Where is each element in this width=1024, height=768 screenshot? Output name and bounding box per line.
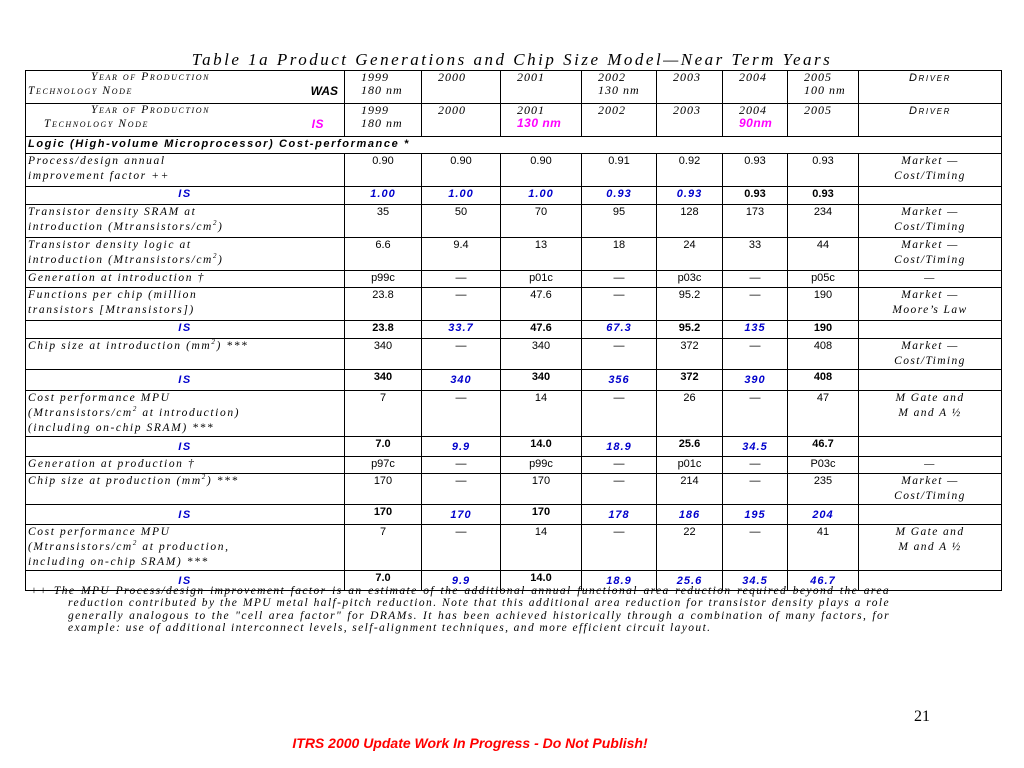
table-row: [26, 271, 1002, 288]
row-label: Generation at introduction †: [26, 271, 345, 288]
table-cell: —: [723, 288, 788, 321]
table-cell: 18.9: [582, 437, 657, 457]
row-label: [26, 474, 345, 505]
table-cell: 7.0: [345, 571, 422, 591]
text-fragment: 2005: [804, 103, 832, 117]
text-fragment: Market —: [901, 239, 959, 251]
table-cell: IS: [26, 187, 345, 205]
table-cell: 95: [582, 205, 657, 238]
table-cell: 234: [788, 205, 859, 238]
text-fragment: M Gate and: [895, 392, 965, 404]
table-cell: 33.7: [422, 321, 501, 339]
table-cell: 6.6: [345, 238, 422, 271]
page-number: 21: [914, 708, 930, 725]
table-cell: —: [582, 525, 657, 571]
table-title: Table 1a Product Generations and Chip Size Model—Near Term Years: [191, 50, 833, 69]
table-cell: —: [422, 339, 501, 370]
text-fragment: 2001: [517, 70, 545, 84]
section-row: [26, 137, 1002, 154]
table-cell: IS: [26, 437, 345, 457]
table-cell: 24: [657, 238, 723, 271]
row-label: [26, 391, 345, 437]
table-cell: 340: [422, 370, 501, 391]
driver-cell: [859, 525, 1002, 571]
table-row: [26, 288, 1002, 321]
table-row: [26, 154, 1002, 187]
table-cell: —: [723, 339, 788, 370]
year-cell: [657, 71, 723, 104]
table-cell: 372: [657, 370, 723, 391]
table-cell: p99c: [501, 457, 582, 474]
table-cell: IS: [26, 370, 345, 391]
table-cell: 7.0: [345, 437, 422, 457]
text-fragment: Market —: [901, 289, 959, 301]
table-cell: 186: [657, 505, 723, 525]
table-cell: 170: [345, 505, 422, 525]
table-cell: 26: [657, 391, 723, 437]
table-cell: 0.93: [723, 187, 788, 205]
driver-cell: [859, 238, 1002, 271]
text-fragment: ) ***: [206, 475, 239, 487]
table-cell: 204: [788, 505, 859, 525]
text-fragment: Cost/Timing: [894, 221, 966, 233]
table-cell: —: [582, 339, 657, 370]
text-fragment: 1999: [361, 70, 389, 84]
text-fragment: at introduction): [137, 407, 241, 419]
text-fragment: 2003: [673, 70, 701, 84]
header-label-is: [26, 104, 345, 137]
is-row: [26, 437, 1002, 457]
table-cell: 0.90: [501, 154, 582, 187]
table-cell: 340: [345, 339, 422, 370]
text-fragment: 2000: [438, 70, 466, 84]
technology-node-label: Technology Node: [28, 85, 133, 97]
table-cell: 41: [788, 525, 859, 571]
table-cell: —: [723, 271, 788, 288]
table-cell: —: [723, 525, 788, 571]
table-cell: 47.6: [501, 321, 582, 339]
text-fragment: M Gate and: [895, 526, 965, 538]
table-cell: —: [422, 288, 501, 321]
table-cell: 14: [501, 525, 582, 571]
table-cell: —: [582, 391, 657, 437]
table-cell: —: [723, 391, 788, 437]
table-row: [26, 238, 1002, 271]
table-cell: —: [422, 457, 501, 474]
table-cell: 340: [501, 370, 582, 391]
text-fragment: improvement factor ++: [28, 170, 170, 182]
table-cell: 25.6: [657, 571, 723, 591]
table-cell: 190: [788, 288, 859, 321]
table-cell: 372: [657, 339, 723, 370]
table-cell: 190: [788, 321, 859, 339]
year-cell: [723, 104, 788, 137]
technology-node-label: Technology Node: [44, 118, 149, 130]
table-cell: 7: [345, 391, 422, 437]
is-row: [26, 505, 1002, 525]
header-row-was: [26, 71, 1002, 104]
text-fragment: 2: [132, 405, 138, 413]
table-cell: [859, 505, 1002, 525]
table-cell: 9.9: [422, 571, 501, 591]
table-cell: 0.90: [345, 154, 422, 187]
table-cell: 408: [788, 370, 859, 391]
text-fragment: 2000: [438, 103, 466, 117]
text-fragment: 2004: [739, 103, 767, 117]
table-row: [26, 205, 1002, 238]
row-label: Generation at production †: [26, 457, 345, 474]
table-cell: 390: [723, 370, 788, 391]
table-cell: 356: [582, 370, 657, 391]
table-cell: 95.2: [657, 321, 723, 339]
table-cell: 50: [422, 205, 501, 238]
table-cell: P03c: [788, 457, 859, 474]
table-cell: 135: [723, 321, 788, 339]
table-cell: 1.00: [422, 187, 501, 205]
year-cell: [422, 104, 501, 137]
year-cell: [345, 104, 422, 137]
table-cell: 235: [788, 474, 859, 505]
driver-header: Driver: [859, 104, 1002, 137]
table-cell: p05c: [788, 271, 859, 288]
text-fragment: 2004: [739, 70, 767, 84]
table-cell: [859, 437, 1002, 457]
table-cell: IS: [26, 571, 345, 591]
text-fragment: 180 nm: [361, 116, 403, 130]
text-fragment: 130 nm: [598, 83, 640, 97]
text-fragment: ) ***: [216, 340, 249, 352]
table-cell: 170: [501, 474, 582, 505]
year-cell: [501, 104, 582, 137]
table-cell: 22: [657, 525, 723, 571]
table-cell: 46.7: [788, 437, 859, 457]
text-fragment: 2005: [804, 70, 832, 84]
text-fragment: Market —: [901, 206, 959, 218]
text-fragment: Transistor density logic at: [28, 239, 192, 251]
text-fragment: M and A ½: [898, 407, 962, 419]
table-cell: 9.9: [422, 437, 501, 457]
table-cell: 13: [501, 238, 582, 271]
text-fragment: 2: [132, 539, 138, 547]
text-fragment: 180 nm: [361, 83, 403, 97]
year-of-production-label: Year of Production: [91, 71, 211, 83]
node-90nm: 90nm: [739, 116, 773, 130]
table-row: [26, 391, 1002, 437]
text-fragment: Market —: [901, 475, 959, 487]
table-cell: 340: [345, 370, 422, 391]
table-cell: 23.8: [345, 321, 422, 339]
table-cell: 18.9: [582, 571, 657, 591]
row-label: [26, 238, 345, 271]
table-row: [26, 525, 1002, 571]
driver-cell: [859, 474, 1002, 505]
driver-cell: —: [859, 457, 1002, 474]
footnote: ++ The MPU Process/design improvement factor is an estimate of the additional annual functional area reduction required beyond the area reduction contributed by the MPU metal half-pitch reduction. Note that this additional area reduction for transistor density plays a role generally analogous to the "cell area factor" for DRAMs. It has been achieved historically through a combination of many factors, for example: use of additional interconnect levels, self-alignment techniques, and more efficient circuit layout.: [30, 585, 890, 635]
table-cell: 34.5: [723, 437, 788, 457]
table-cell: p97c: [345, 457, 422, 474]
table-cell: 23.8: [345, 288, 422, 321]
table-cell: p03c: [657, 271, 723, 288]
table-cell: 25.6: [657, 437, 723, 457]
table-cell: 14.0: [501, 437, 582, 457]
table-cell: 0.93: [788, 187, 859, 205]
table-cell: —: [723, 457, 788, 474]
text-fragment: Cost/Timing: [894, 490, 966, 502]
table-cell: 1.00: [501, 187, 582, 205]
text-fragment: Cost performance MPU: [28, 392, 171, 404]
year-cell: [788, 71, 859, 104]
year-cell: [723, 71, 788, 104]
text-fragment: Functions per chip (million: [28, 289, 198, 301]
text-fragment: Transistor density SRAM at: [28, 206, 197, 218]
text-fragment: transistors [Mtransistors]): [28, 304, 195, 316]
table-cell: —: [422, 391, 501, 437]
table-cell: 0.91: [582, 154, 657, 187]
table-cell: 67.3: [582, 321, 657, 339]
driver-cell: —: [859, 271, 1002, 288]
text-fragment: Process/design annual: [28, 155, 166, 167]
text-fragment: Market —: [901, 340, 959, 352]
text-fragment: Cost/Timing: [894, 355, 966, 367]
table-cell: [859, 321, 1002, 339]
table-cell: 46.7: [788, 571, 859, 591]
table-cell: 214: [657, 474, 723, 505]
table-cell: [859, 370, 1002, 391]
table-cell: p99c: [345, 271, 422, 288]
text-fragment: 1999: [361, 103, 389, 117]
driver-cell: [859, 339, 1002, 370]
text-fragment: 2: [212, 219, 219, 227]
table-cell: 35: [345, 205, 422, 238]
table-cell: 18: [582, 238, 657, 271]
row-label: [26, 525, 345, 571]
driver-cell: [859, 391, 1002, 437]
table-cell: —: [422, 525, 501, 571]
header-label-was: [26, 71, 345, 104]
table-cell: 0.93: [657, 187, 723, 205]
table-cell: 195: [723, 505, 788, 525]
table-cell: 33: [723, 238, 788, 271]
table-cell: 14.0: [501, 571, 582, 591]
driver-cell: [859, 154, 1002, 187]
year-of-production-label: Year of Production: [91, 104, 211, 116]
header-row-is: [26, 104, 1002, 137]
text-fragment: Market —: [901, 155, 959, 167]
table-cell: —: [582, 457, 657, 474]
row-label: [26, 205, 345, 238]
text-fragment: introduction (Mtransistors/cm: [28, 254, 213, 266]
table-cell: 178: [582, 505, 657, 525]
was-tag: WAS: [310, 84, 338, 98]
table-cell: —: [582, 474, 657, 505]
text-fragment: 2: [201, 473, 207, 481]
draft-banner: ITRS 2000 Update Work In Progress - Do Not Publish!: [292, 735, 648, 751]
table-cell: 7: [345, 525, 422, 571]
text-fragment: Chip size at production (mm: [28, 475, 202, 487]
table-cell: —: [422, 474, 501, 505]
text-fragment: ): [218, 221, 224, 233]
section-label: Logic (High-volume Microprocessor) Cost-performance *: [26, 137, 1002, 154]
text-fragment: 2003: [673, 103, 701, 117]
node-130nm: 130 nm: [517, 116, 562, 130]
table-cell: 408: [788, 339, 859, 370]
is-tag: IS: [311, 117, 324, 131]
text-fragment: at production,: [137, 541, 230, 553]
year-cell: [582, 104, 657, 137]
table-cell: 170: [345, 474, 422, 505]
table-cell: 1.00: [345, 187, 422, 205]
table-cell: 170: [422, 505, 501, 525]
table-cell: [859, 187, 1002, 205]
text-fragment: Cost/Timing: [894, 170, 966, 182]
driver-cell: [859, 288, 1002, 321]
table-cell: p01c: [657, 457, 723, 474]
table-cell: —: [582, 288, 657, 321]
text-fragment: (including on-chip SRAM) ***: [28, 422, 215, 434]
row-label: [26, 339, 345, 370]
year-cell: [345, 71, 422, 104]
table-cell: 128: [657, 205, 723, 238]
table-cell: —: [582, 271, 657, 288]
text-fragment: including on-chip SRAM) ***: [28, 556, 209, 568]
table-cell: 170: [501, 505, 582, 525]
driver-cell: [859, 205, 1002, 238]
table-cell: —: [422, 271, 501, 288]
text-fragment: M and A ½: [898, 541, 962, 553]
table-cell: 173: [723, 205, 788, 238]
is-row: [26, 187, 1002, 205]
text-fragment: ): [218, 254, 224, 266]
text-fragment: Chip size at introduction (mm: [28, 340, 212, 352]
table-cell: 70: [501, 205, 582, 238]
text-fragment: 2: [211, 338, 217, 346]
table-cell: 340: [501, 339, 582, 370]
text-fragment: Cost performance MPU: [28, 526, 171, 538]
row-label: [26, 288, 345, 321]
table-cell: 95.2: [657, 288, 723, 321]
table-cell: IS: [26, 321, 345, 339]
driver-header: Driver: [859, 71, 1002, 104]
text-fragment: Moore’s Law: [892, 304, 968, 316]
is-row: [26, 321, 1002, 339]
text-fragment: (Mtransistors/cm: [28, 407, 133, 419]
year-cell: [657, 104, 723, 137]
text-fragment: 2001: [517, 103, 545, 117]
text-fragment: (Mtransistors/cm: [28, 541, 133, 553]
table-row: [26, 339, 1002, 370]
table-cell: 0.93: [582, 187, 657, 205]
table-row: [26, 474, 1002, 505]
year-cell: [582, 71, 657, 104]
table-row: [26, 457, 1002, 474]
text-fragment: Cost/Timing: [894, 254, 966, 266]
table-cell: 0.90: [422, 154, 501, 187]
product-generations-table: [25, 70, 1002, 591]
row-label: [26, 154, 345, 187]
table-cell: IS: [26, 505, 345, 525]
table-cell: 34.5: [723, 571, 788, 591]
table-cell: 9.4: [422, 238, 501, 271]
table-cell: 14: [501, 391, 582, 437]
text-fragment: 2002: [598, 70, 626, 84]
year-cell: [422, 71, 501, 104]
table-cell: 0.93: [788, 154, 859, 187]
text-fragment: 2002: [598, 103, 626, 117]
table-cell: 0.92: [657, 154, 723, 187]
table-cell: p01c: [501, 271, 582, 288]
table-cell: 0.93: [723, 154, 788, 187]
table-cell: 47.6: [501, 288, 582, 321]
text-fragment: 100 nm: [804, 83, 846, 97]
is-row: [26, 370, 1002, 391]
year-cell: [501, 71, 582, 104]
text-fragment: introduction (Mtransistors/cm: [28, 221, 213, 233]
table-cell: 47: [788, 391, 859, 437]
table-cell: —: [723, 474, 788, 505]
year-cell: [788, 104, 859, 137]
table-cell: 44: [788, 238, 859, 271]
text-fragment: 2: [212, 252, 219, 260]
